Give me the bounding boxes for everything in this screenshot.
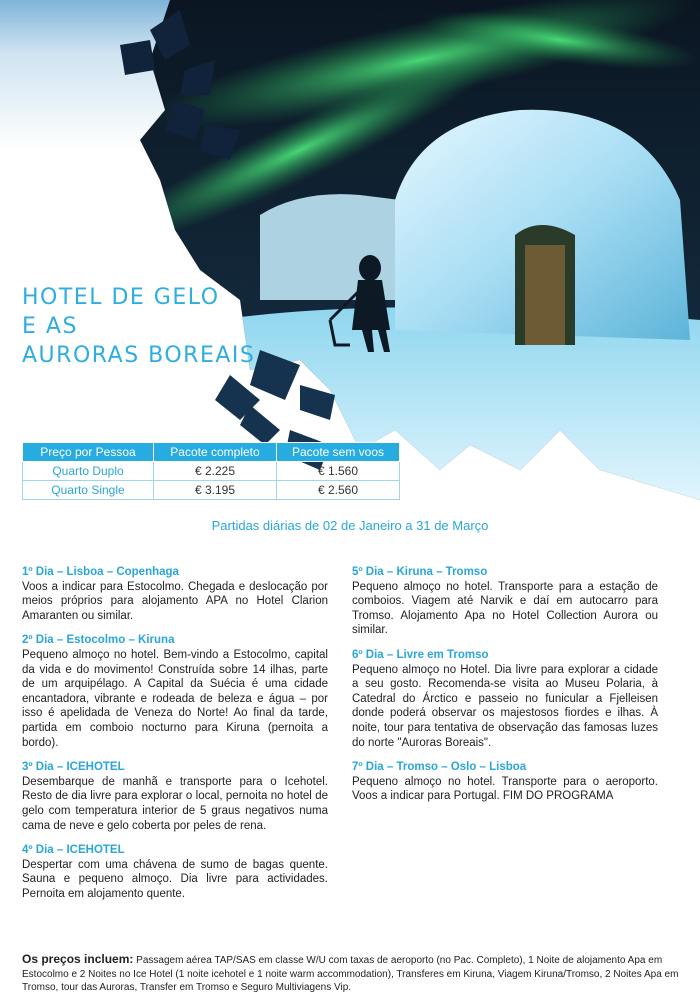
- itinerary-day: [352, 565, 658, 638]
- day-title: 2º Dia – Estocolmo – Kiruna: [22, 634, 175, 647]
- column-header: Pacote completo: [154, 443, 277, 462]
- title-line: E AS: [22, 314, 78, 339]
- day-title: 6º Dia – Livre em Tromso: [352, 648, 489, 661]
- day-text: Voos a indicar para Estocolmo. Chegada e deslocação por meios próprios para alojamento APA no Hotel Clarion Amaranten ou similar.: [22, 580, 328, 622]
- itinerary-left-column: [22, 565, 328, 911]
- itinerary-day: [352, 648, 658, 750]
- day-title: 7º Dia – Tromso – Oslo – Lisboa: [352, 761, 527, 774]
- page-title: [22, 283, 255, 370]
- column-header: Pacote sem voos: [277, 443, 400, 462]
- title-line: HOTEL DE GELO: [22, 285, 220, 310]
- itinerary-day: [22, 565, 328, 623]
- day-text: Despertar com uma chávena de sumo de bagas quente. Sauna e pequeno almoço. Dia livre para actividades. Pernoita em alojamento quente.: [22, 858, 328, 900]
- itinerary-day: [352, 760, 658, 804]
- footer-lead: Os preços incluem:: [22, 952, 134, 966]
- day-title: 5º Dia – Kiruna – Tromso: [352, 566, 488, 578]
- price-no-flights: € 1.560: [277, 462, 400, 481]
- itinerary-day: [22, 633, 328, 750]
- table-row: [23, 462, 400, 481]
- room-type: Quarto Single: [23, 481, 154, 500]
- price-table: [22, 442, 400, 500]
- day-title: 1º Dia – Lisboa – Copenhaga: [22, 566, 179, 578]
- price-full: € 2.225: [154, 462, 277, 481]
- prices-include-note: [22, 953, 688, 995]
- price-table-header-row: [23, 443, 400, 462]
- price-full: € 3.195: [154, 481, 277, 500]
- day-title: 4º Dia – ICEHOTEL: [22, 844, 125, 857]
- day-text: Pequeno almoço no hotel. Transporte para a estação de comboios. Viagem até Narvik e daí em autocarro para Tromso. Alojamento Apa no Hotel Collection Aurora ou similar.: [352, 580, 658, 637]
- day-title: 3º Dia – ICEHOTEL: [22, 761, 125, 774]
- itinerary-right-column: [352, 565, 658, 814]
- title-line: AURORAS BOREAIS: [22, 343, 256, 368]
- departures-note: Partidas diárias de 02 de Janeiro a 31 de Março: [211, 518, 489, 533]
- day-text: Pequeno almoço no hotel. Bem-vindo a Estocolmo, capital da vida e do movimento! Construída sobre 14 ilhas, parte de um arquipélago. A Capital da Suécia é uma cidade encantadora, vibrante e rodeada de beleza e água – por isso é apelidada de Veneza do Norte! Ao final da tarde, partida em comboio nocturno para Kiruna (pernoita a bordo).: [22, 648, 328, 749]
- day-text: Desembarque de manhã e transporte para o Icehotel. Resto de dia livre para explorar o local, pernoita no hotel de gelo com temperatura interior de 5 graus negativos numa cama de neve e gelo coberta por peles de rena.: [22, 775, 328, 832]
- room-type: Quarto Duplo: [23, 462, 154, 481]
- day-text: Pequeno almoço no Hotel. Dia livre para explorar a cidade a seu gosto. Recomenda-se visita ao Museu Polaria, à Catedral do Árctico e passeio no funicular a Fjelleisen donde poderá observar os majestosos fiordes e ilhas. À noite, tour para tentativa de observação das famosas luzes do norte "Auroras Boreais".: [352, 663, 658, 749]
- price-no-flights: € 2.560: [277, 481, 400, 500]
- day-text: Pequeno almoço no hotel. Transporte para o aeroporto. Voos a indicar para Portugal. FIM DO PROGRAMA: [352, 775, 658, 803]
- itinerary-day: [22, 843, 328, 901]
- table-row: [23, 481, 400, 500]
- column-header: Preço por Pessoa: [23, 443, 154, 462]
- itinerary-day: [22, 760, 328, 833]
- footer-text: Passagem aérea TAP/SAS em classe W/U com taxas de aeroporto (no Pac. Completo), 1 Noite de alojamento Apa em Estocolmo e 2 Noites no Ice Hotel (1 noite icehotel e 1 noite warm accommodation), Transferes em Kiruna, Viagem Kiruna/Tromso, 2 Noites Apa em Tromso, tour das Auroras, Transfer em Tromso e Seguro Multiviagens Vip.: [22, 955, 679, 993]
